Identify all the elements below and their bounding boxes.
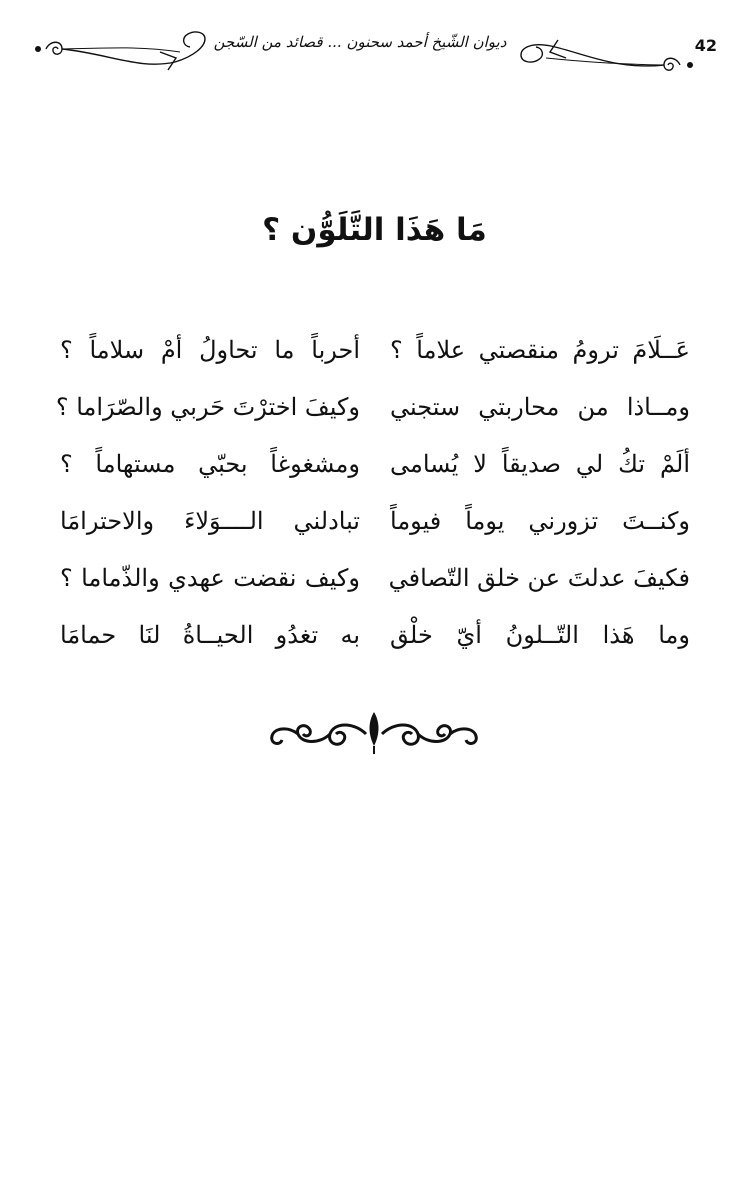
verse-2-second-hemistich: وكيفَ اخترْتَ حَربي والصّرَاما ؟ xyxy=(55,393,360,421)
running-title xyxy=(195,32,525,54)
verse-5 xyxy=(60,550,690,607)
verse-5-second-hemistich: وكيف نقضت عهدي والذّماما ؟ xyxy=(60,564,360,592)
verse-4-second-hemistich: تبادلني الــــوَلاءَ والاحترامَا xyxy=(60,507,360,535)
verse-1-first-hemistich: عَــلَامَ ترومُ منقصتي علاماً ؟ xyxy=(390,336,690,364)
running-title-text: ديوان الشّيخ أحمد سحنون ... قصائد من السّجن xyxy=(213,33,507,51)
verse-2-first-hemistich: ومــاذا من محاربتي ستجني xyxy=(390,393,690,421)
page-header xyxy=(0,18,749,88)
verse-3-second-hemistich: ومشغوغاً بحبّي مستهاماً ؟ xyxy=(60,450,360,478)
verse-6 xyxy=(60,607,690,664)
poem-title: مَا هَذَا التَّلَوُّن ؟ xyxy=(262,212,487,248)
verse-3-first-hemistich: ألَمْ تكُ لي صديقاً لا يُسامى xyxy=(390,450,690,478)
verse-1 xyxy=(60,322,690,379)
verse-6-second-hemistich: به تغدُو الحيــاةُ لنَا حمامَا xyxy=(60,621,360,649)
page-number: 42 xyxy=(694,36,717,55)
end-flourish-ornament xyxy=(262,700,487,760)
verse-5-first-hemistich: فكيفَ عدلتَ عن خلق التّصافي xyxy=(388,564,690,592)
verse-3 xyxy=(60,436,690,493)
verse-1-second-hemistich: أحرباً ما تحاولُ أمْ سلاماً ؟ xyxy=(60,336,360,364)
verse-4 xyxy=(60,493,690,550)
verse-6-first-hemistich: وما هَذا التّــلونُ أيّ خلْق xyxy=(390,621,690,649)
poem-body xyxy=(55,322,690,664)
verse-2 xyxy=(55,379,690,436)
verse-4-first-hemistich: وكنــتَ تزورني يوماً فيوماً xyxy=(390,507,690,535)
